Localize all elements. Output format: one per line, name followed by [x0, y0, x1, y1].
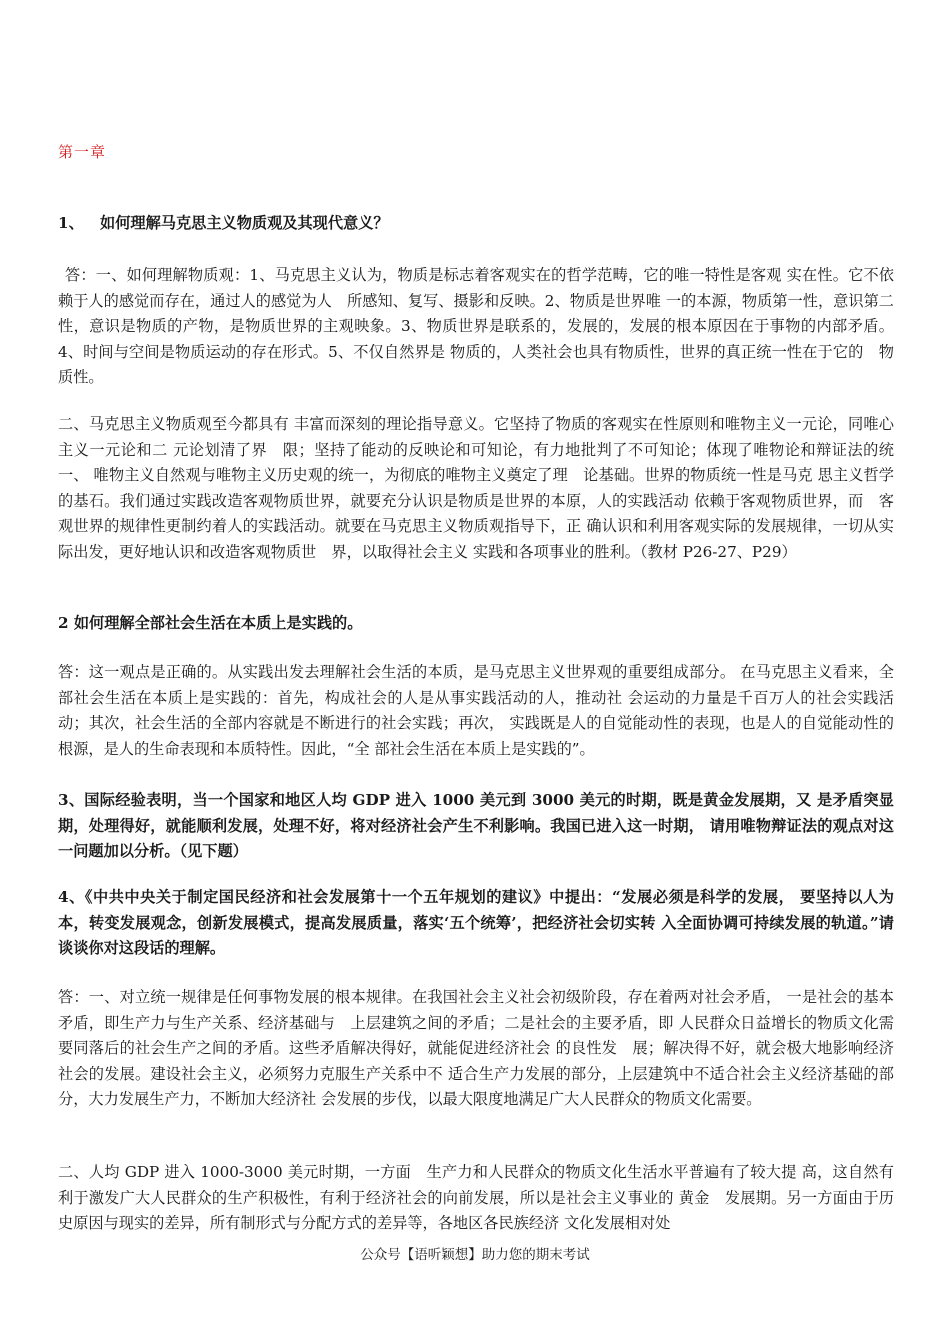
chapter-title: 第一章	[58, 143, 107, 161]
page-footer: 公众号【语听颖想】助力您的期末考试	[360, 1247, 590, 1263]
question-1-number: 1、	[58, 214, 84, 232]
question-1-title	[58, 211, 894, 237]
question-1-answer-part-2: 二、马克思主义物质观至今都具有 丰富而深刻的理论指导意义。它坚持了物质的客观实在性原则和唯物主义一元论，同唯心主义一元论和二 元论划清了界 限；坚持了能动的反映论和可知论，有力地批判了不可知论；体现了唯物论和辩证法的统一、 唯物主义自然观与唯物主义历史观的统一，为彻底的唯物主义奠定了理 论基础。世界的物质统一性是马克 思主义哲学的基石。我们通过实践改造客观物质世界，就要充分认识是物质是世界的本原，人的实践活动 依赖于客观物质世界，而 客观世界的规律性更制约着人的实践活动。就要在马克思主义物质观指导下，正 确认识和利用客观实际的发展规律，一切从实际出发，更好地认识和改造客观物质世 界，以取得社会主义 实践和各项事业的胜利。（教材 P26-27、P29）	[58, 415, 894, 561]
question-4-title: 4、《中共中央关于制定国民经济和社会发展第十一个五年规划的建议》中提出：“发展必须是科学的发展， 要坚持以人为本，转变发展观念，创新发展模式，提高发展质量，落实‘五个统筹’，把经济社会切实转 入全面协调可持续发展的轨道。”请谈谈你对这段话的理解。	[58, 888, 894, 958]
question-2-title: 2 如何理解全部社会生活在本质上是实践的。	[58, 614, 363, 632]
question-4-answer-part-2: 二、人均 GDP 进入 1000-3000 美元时期，一方面 生产力和人民群众的物质文化生活水平普遍有了较大提 高，这自然有利于激发广大人民群众的生产积极性，有利于经济社会的向前发展，所以是社会主义事业的 黄金 发展期。另一方面由于历史原因与现实的差异，所有制形式与分配方式的差异等，各地区各民族经济 文化发展相对处	[58, 1163, 894, 1233]
question-1-answer-part-1: 答：一、如何理解物质观：1、马克思主义认为，物质是标志着客观实在的哲学范畴，它的唯一特性是客观 实在性。它不依赖于人的感觉而存在，通过人的感觉为人 所感知、复写、摄影和反映。2、物质是世界唯 一的本源，物质第一性，意识第二性，意识是物质的产物，是物质世界的主观映象。3、物质世界是联系的，发展的，发展的根本原因在于事物的内部矛盾。4、时间与空间是物质运动的存在形式。5、不仅自然界是 物质的，人类社会也具有物质性，世界的真正统一性在于它的 物质性。	[58, 266, 894, 387]
question-4-answer-part-1: 答：一、对立统一规律是任何事物发展的根本规律。在我国社会主义社会初级阶段，存在着两对社会矛盾， 一是社会的基本矛盾，即生产力与生产关系、经济基础与 上层建筑之间的矛盾；二是社会的主要矛盾，即 人民群众日益增长的物质文化需要同落后的社会生产之间的矛盾。这些矛盾解决得好，就能促进经济社会 的良性发 展；解决得不好，就会极大地影响经济社会的发展。建设社会主义，必须努力克服生产关系中不 适合生产力发展的部分，上层建筑中不适合社会主义经济基础的部 分，大力发展生产力，不断加大经济社 会发展的步伐，以最大限度地满足广大人民群众的物质文化需要。	[58, 988, 910, 1109]
question-2-answer: 答：这一观点是正确的。从实践出发去理解社会生活的本质，是马克思主义世界观的重要组成部分。 在马克思主义看来，全部社会生活在本质上是实践的：首先，构成社会的人是从事实践活动的人，推动社 会运动的力量是千百万人的社会实践活动；其次，社会生活的全部内容就是不断进行的社会实践；再次， 实践既是人的自觉能动性的表现，也是人的自觉能动性的根源，是人的生命表现和本质特性。因此，“全 部社会生活在本质上是实践的”。	[58, 663, 894, 758]
question-1-text: 如何理解马克思主义物质观及其现代意义？	[100, 214, 389, 232]
question-3-title: 3、国际经验表明，当一个国家和地区人均 GDP 进入 1000 美元到 3000 美元的时期，既是黄金发展期，又 是矛盾突显期，处理得好，就能顺利发展，处理不好，将对经济社会产生不利影响。我国已进入这一时期， 请用唯物辩证法的观点对这一问题加以分析。（见下题）	[58, 791, 894, 861]
